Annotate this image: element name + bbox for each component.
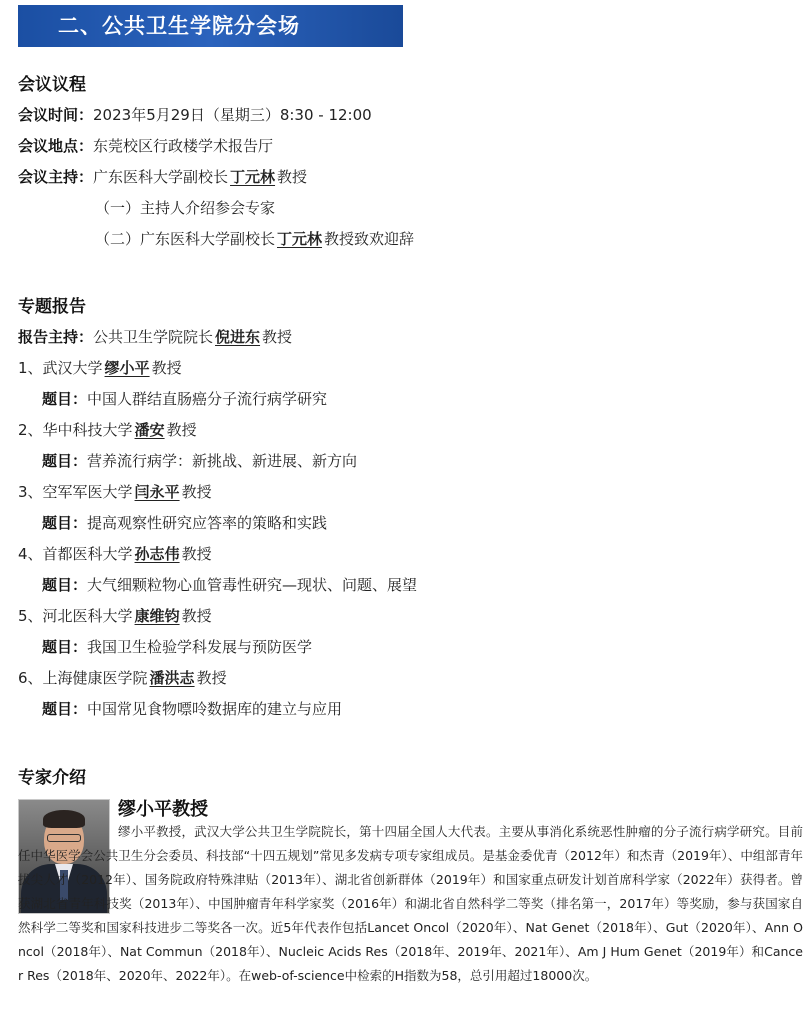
report-host-suffix: 教授 bbox=[262, 328, 293, 346]
speaker-title: 教授 bbox=[181, 483, 212, 501]
speaker-name: 闫永平 bbox=[134, 483, 180, 501]
place-label: 会议地点： bbox=[18, 137, 94, 155]
speaker-affiliation: 1、武汉大学 bbox=[18, 359, 103, 377]
report-topic-3 bbox=[42, 513, 327, 533]
report-speaker-2 bbox=[18, 420, 197, 440]
speaker-affiliation: 3、空军军医大学 bbox=[18, 483, 133, 501]
agenda-item-1: （一）主持人介绍参会专家 bbox=[95, 199, 276, 217]
speaker-name: 潘洪志 bbox=[149, 669, 195, 687]
topic-label: 题目： bbox=[42, 576, 88, 594]
report-speaker-3 bbox=[18, 482, 212, 502]
topic-text: 大气细颗粒物心血管毒性研究—现状、问题、展望 bbox=[87, 576, 418, 594]
topic-label: 题目： bbox=[42, 514, 88, 532]
topic-label: 题目： bbox=[42, 390, 88, 408]
speaker-title: 教授 bbox=[151, 359, 182, 377]
time-value: 2023年5月29日（星期三）8:30 - 12:00 bbox=[93, 106, 372, 124]
host-suffix: 教授 bbox=[277, 168, 308, 186]
topic-label: 题目： bbox=[42, 638, 88, 656]
report-speaker-6 bbox=[18, 668, 227, 688]
report-topic-2 bbox=[42, 451, 357, 471]
speaker-name: 孙志伟 bbox=[134, 545, 180, 563]
speaker-affiliation: 4、首都医科大学 bbox=[18, 545, 133, 563]
speaker-affiliation: 2、华中科技大学 bbox=[18, 421, 133, 439]
agenda-item-2-name: 丁元林 bbox=[277, 230, 323, 248]
speaker-affiliation: 6、上海健康医学院 bbox=[18, 669, 148, 687]
topic-label: 题目： bbox=[42, 452, 88, 470]
place-value: 东莞校区行政楼学术报告厅 bbox=[93, 137, 274, 155]
agenda-item-2-suffix: 教授致欢迎辞 bbox=[324, 230, 415, 248]
speaker-name: 潘安 bbox=[134, 421, 165, 439]
agenda-item-2 bbox=[95, 229, 414, 249]
speaker-title: 教授 bbox=[181, 607, 212, 625]
agenda-item-2-prefix: （二）广东医科大学副校长 bbox=[95, 230, 276, 248]
report-host-name: 倪进东 bbox=[215, 328, 261, 346]
report-topic-5 bbox=[42, 637, 312, 657]
report-host bbox=[18, 327, 292, 347]
report-topic-1 bbox=[42, 389, 327, 409]
report-topic-4 bbox=[42, 575, 417, 595]
agenda-heading: 会议议程 bbox=[18, 75, 86, 95]
host-prefix: 广东医科大学副校长 bbox=[93, 168, 229, 186]
speaker-title: 教授 bbox=[196, 669, 227, 687]
topic-text: 中国人群结直肠癌分子流行病学研究 bbox=[87, 390, 328, 408]
topic-text: 营养流行病学：新挑战、新进展、新方向 bbox=[87, 452, 358, 470]
report-host-prefix: 公共卫生学院院长 bbox=[93, 328, 214, 346]
time-label: 会议时间： bbox=[18, 106, 94, 124]
topic-text: 我国卫生检验学科发展与预防医学 bbox=[87, 638, 313, 656]
meeting-time bbox=[18, 105, 372, 125]
topic-label: 题目： bbox=[42, 700, 88, 718]
speaker-affiliation: 5、河北医科大学 bbox=[18, 607, 133, 625]
report-speaker-1 bbox=[18, 358, 182, 378]
expert-name: 缪小平教授 bbox=[118, 799, 208, 820]
speaker-title: 教授 bbox=[181, 545, 212, 563]
meeting-host bbox=[18, 167, 307, 187]
report-topic-6 bbox=[42, 699, 342, 719]
speaker-name: 康维钧 bbox=[134, 607, 180, 625]
topic-text: 提高观察性研究应答率的策略和实践 bbox=[87, 514, 328, 532]
expert-bio: 缪小平教授，武汉大学公共卫生学院院长，第十四届全国人大代表。主要从事消化系统恶性肿瘤的分子流行病学研究。目前任中华医学会公共卫生分会委员、科技部“十四五规划”常见多发病专项专家组成员。是基金委优青（2012年）和杰青（2019年）、中组部青年拔尖人才（2012年）、国务院政府特殊津贴（2013年）、湖北省创新群体（2019年）和国家重点研发计划首席科学家（2022年）获得者。曾获湖北省青年科技奖（2013年）、中国肿瘤青年科学家奖（2016年）和湖北省自然科学二等奖（排名第一，2017年）等奖励，参与获国家自然科学二等奖和国家科技进步二等奖各一次。近5年代表作包括Lancet Oncol（2020年）、Nat Genet（2018年）、Gut（2020年）、Ann Oncol（2018年）、Nat Commun（2018年）、Nucleic Acids Res（2018年、2019年、2021年）、Am J Hum Genet（2019年）和Cancer Res（2018年、2020年、2022年）。在web-of-science中检索的H指数为58，总引用超过18000次。 bbox=[18, 824, 803, 983]
host-label: 会议主持： bbox=[18, 168, 94, 186]
meeting-place bbox=[18, 136, 273, 156]
report-host-label: 报告主持： bbox=[18, 328, 94, 346]
report-speaker-4 bbox=[18, 544, 212, 564]
experts-heading: 专家介绍 bbox=[18, 768, 86, 788]
speaker-name: 缪小平 bbox=[104, 359, 150, 377]
section-banner: 二、公共卫生学院分会场 bbox=[18, 5, 403, 47]
speaker-title: 教授 bbox=[166, 421, 197, 439]
reports-heading: 专题报告 bbox=[18, 297, 86, 317]
host-name: 丁元林 bbox=[230, 168, 276, 186]
report-speaker-5 bbox=[18, 606, 212, 626]
topic-text: 中国常见食物嘌呤数据库的建立与应用 bbox=[87, 700, 343, 718]
